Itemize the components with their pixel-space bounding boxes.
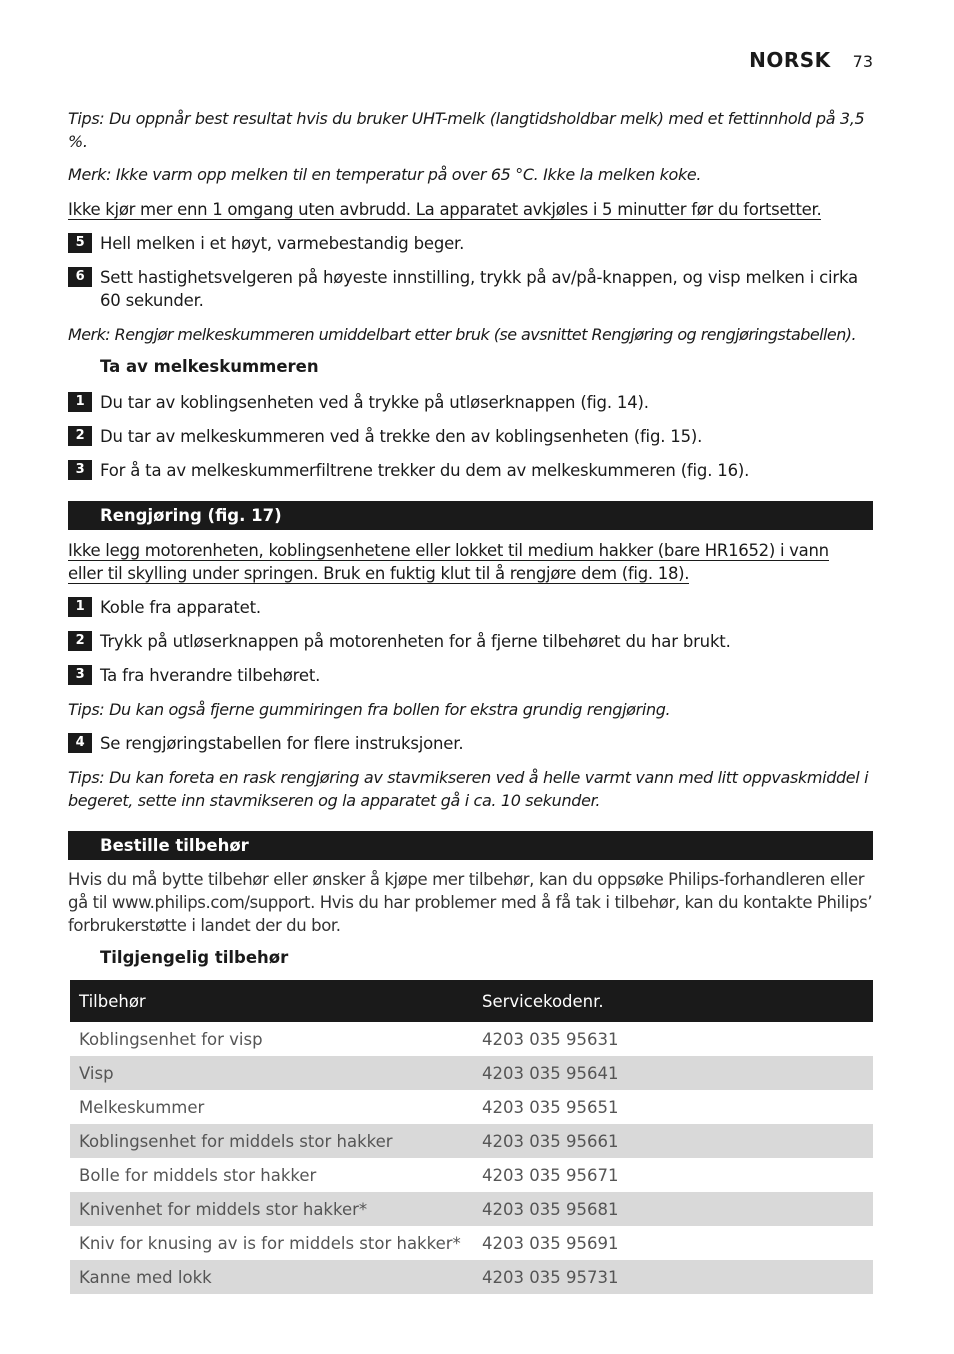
table-header-row xyxy=(70,980,873,1022)
step-text: Sett hastighetsvelgeren på høyeste innstilling, trykk på av/på-knappen, og visp melken i cirka 60 sekunder. xyxy=(100,268,858,310)
accessories-table xyxy=(70,980,873,1294)
warning-cleaning-line1: Ikke legg motorenheten, koblingsenhetene eller lokket til medium hakker (bare HR1652) i vann xyxy=(68,541,829,560)
service-code: 4203 035 95641 xyxy=(473,1056,873,1090)
language-title: NORSK xyxy=(749,48,831,72)
step-number: 2 xyxy=(68,631,92,651)
step-text: Se rengjøringstabellen for flere instruksjoner. xyxy=(100,734,464,753)
tip-rubber-ring: Tips: Du kan også fjerne gummiringen fra bollen for ekstra grundig rengjøring. xyxy=(68,700,671,719)
step-6 xyxy=(68,266,873,312)
accessory-name: Knivenhet for middels stor hakker* xyxy=(70,1192,473,1226)
table-row xyxy=(70,1260,873,1294)
step-text: Trykk på utløserknappen på motorenheten for å fjerne tilbehøret du har brukt. xyxy=(100,632,731,651)
accessory-name: Kanne med lokk xyxy=(70,1260,473,1294)
step-number: 3 xyxy=(68,460,92,480)
step-text: Du tar av melkeskummeren ved å trekke den av koblingsenheten (fig. 15). xyxy=(100,427,703,446)
section-bar-cleaning xyxy=(68,501,873,530)
step-number: 1 xyxy=(68,597,92,617)
note-clean: Merk: Rengjør melkeskummeren umiddelbart etter bruk (se avsnittet Rengjøring og rengjøringstabellen). xyxy=(68,325,857,344)
table-row xyxy=(70,1090,873,1124)
section-title-remove-frother: Ta av melkeskummeren xyxy=(100,357,319,376)
section-title-cleaning: Rengjøring (fig. 17) xyxy=(100,506,282,525)
table-row xyxy=(70,1056,873,1090)
service-code: 4203 035 95631 xyxy=(482,1029,619,1049)
accessory-name: Visp xyxy=(70,1056,473,1090)
section-bar-ordering xyxy=(68,831,873,860)
warning-round: Ikke kjør mer enn 1 omgang uten avbrudd. La apparatet avkjøles i 5 minutter før du fortsetter. xyxy=(68,200,822,219)
accessory-name: Bolle for middels stor hakker xyxy=(79,1165,317,1185)
accessory-name: Melkeskummer xyxy=(79,1097,205,1117)
tip-quick-clean: Tips: Du kan foreta en rask rengjøring av stavmikseren ved å helle varmt vann med litt oppvaskmiddel i begeret, sette inn stavmikseren og la apparatet gå i ca. 10 sekunder. xyxy=(68,768,869,810)
step-text: For å ta av melkeskummerfiltrene trekker du dem av melkeskummeren (fig. 16). xyxy=(100,461,750,480)
section-title-accessories: Tilgjengelig tilbehør xyxy=(100,948,289,967)
service-code: 4203 035 95691 xyxy=(482,1233,619,1253)
remove-step-3 xyxy=(68,459,873,482)
page-header xyxy=(749,48,873,72)
step-5 xyxy=(68,232,873,255)
clean-step-3 xyxy=(68,664,873,687)
accessory-name: Kniv for knusing av is for middels stor hakker* xyxy=(79,1233,461,1253)
step-number: 5 xyxy=(68,233,92,253)
accessory-name: Koblingsenhet for visp xyxy=(79,1029,263,1049)
page-number: 73 xyxy=(852,52,873,71)
step-number: 4 xyxy=(68,733,92,753)
step-number: 6 xyxy=(68,267,92,287)
service-code: 4203 035 95681 xyxy=(473,1192,873,1226)
section-title-ordering: Bestille tilbehør xyxy=(100,836,249,855)
service-code: 4203 035 95731 xyxy=(473,1260,873,1294)
column-header-service-code: Servicekodenr. xyxy=(473,980,873,1022)
table-row xyxy=(70,1124,873,1158)
clean-step-2 xyxy=(68,630,873,653)
step-number: 3 xyxy=(68,665,92,685)
tip-uht-milk: Tips: Du oppnår best resultat hvis du bruker UHT-melk (langtidsholdbar melk) med et fettinnhold på 3,5 %. xyxy=(68,109,865,151)
clean-step-1 xyxy=(68,596,873,619)
accessory-name: Koblingsenhet for middels stor hakker xyxy=(70,1124,473,1158)
ordering-text: Hvis du må bytte tilbehør eller ønsker å kjøpe mer tilbehør, kan du oppsøke Philips-forhandleren eller gå til www.philips.com/support. Hvis du har problemer med å få tak i tilbehør, kan du kontakte Philips’ forbrukerstøtte i landet der du bor. xyxy=(68,870,873,935)
table-row xyxy=(70,1022,873,1056)
column-header-accessory: Tilbehør xyxy=(70,980,473,1022)
table-row xyxy=(70,1226,873,1260)
step-text: Du tar av koblingsenheten ved å trykke på utløserknappen (fig. 14). xyxy=(100,393,649,412)
step-text: Ta fra hverandre tilbehøret. xyxy=(100,666,321,685)
step-number: 2 xyxy=(68,426,92,446)
step-text: Hell melken i et høyt, varmebestandig beger. xyxy=(100,234,465,253)
clean-step-4 xyxy=(68,732,873,755)
warning-cleaning-line2: eller til skylling under springen. Bruk en fuktig klut til å rengjøre dem (fig. 18). xyxy=(68,564,690,583)
remove-step-2 xyxy=(68,425,873,448)
remove-step-1 xyxy=(68,391,873,414)
step-text: Koble fra apparatet. xyxy=(100,598,261,617)
table-row xyxy=(70,1192,873,1226)
table-row xyxy=(70,1158,873,1192)
service-code: 4203 035 95661 xyxy=(473,1124,873,1158)
note-temperature: Merk: Ikke varm opp melken til en temperatur på over 65 °C. Ikke la melken koke. xyxy=(68,165,702,184)
service-code: 4203 035 95671 xyxy=(482,1165,619,1185)
step-number: 1 xyxy=(68,392,92,412)
service-code: 4203 035 95651 xyxy=(482,1097,619,1117)
